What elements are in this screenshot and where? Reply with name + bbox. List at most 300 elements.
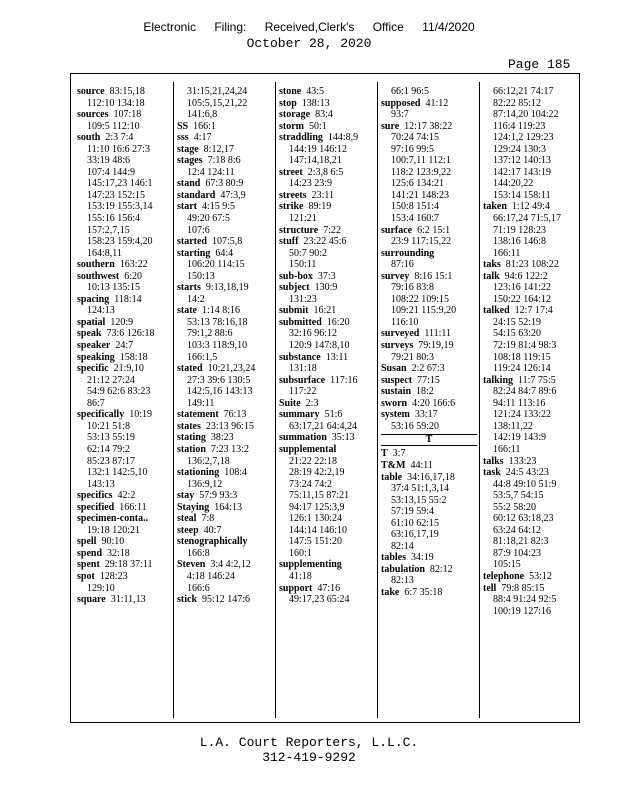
index-word: survey [381, 270, 410, 282]
index-word: specimen-conta.. [77, 513, 149, 525]
page-line-refs: 50:1 [309, 120, 327, 132]
index-word: structure [279, 224, 319, 236]
index-entry [279, 409, 375, 421]
page-line-refs: 12:7 17:4 [514, 305, 553, 317]
received-text: Received,Clerk's [264, 20, 355, 34]
index-word: spot [77, 570, 95, 582]
index-entry [483, 583, 579, 595]
index-word: take [381, 586, 400, 598]
index-entry [177, 467, 273, 479]
page-line-refs-continued: 11:10 16:6 27:3 [87, 143, 150, 155]
index-word: talk [483, 270, 500, 282]
page-line-refs-continued: 82:24 84:7 89:6 [493, 386, 557, 398]
page-line-refs-continued: 150:8 151:4 [391, 201, 440, 213]
index-entry [279, 398, 375, 410]
page-line-refs-continued: 31:15,21,24,24 [187, 86, 248, 97]
index-word: spacing [77, 293, 110, 305]
index-word: strike [279, 201, 304, 213]
page-line-refs-continued: 123:16 141:22 [493, 282, 552, 294]
index-word: stages [177, 155, 203, 167]
page-line-refs: 89:19 [308, 201, 332, 213]
page-line-refs: 1:12 49:4 [511, 201, 550, 213]
index-entry [177, 121, 273, 133]
page-line-refs: 3:7 [392, 448, 406, 460]
page-line-refs-continued: 94:11 113:16 [493, 397, 546, 409]
page-line-refs-continued: 145:17,23 146:1 [87, 178, 153, 190]
page-line-refs: 31:11,13 [110, 594, 146, 606]
index-word: steal [177, 513, 197, 525]
index-word: supplemental [279, 443, 337, 455]
index-word: storage [279, 109, 311, 121]
index-entry [279, 559, 375, 571]
index-word: stage [177, 143, 199, 155]
index-entry [77, 409, 173, 421]
index-word: subsurface [279, 374, 326, 386]
index-entry [381, 121, 477, 133]
index-entry [381, 271, 477, 283]
index-word: specifically [77, 409, 125, 421]
page-line-refs-continued: 61:10 62:15 [391, 517, 440, 529]
index-entry [77, 363, 173, 375]
page-line-refs: 83:15,18 [109, 86, 145, 97]
page-line-refs-continued: 116:4 119:23 [493, 120, 546, 132]
index-word: summation [279, 432, 327, 444]
page-line-refs: 158:18 [119, 351, 148, 363]
page-line-refs-continued: 27:3 39:6 130:5 [187, 374, 251, 386]
index-column-1 [77, 86, 173, 720]
index-word: stationing [177, 467, 220, 479]
index-column-5 [483, 86, 579, 720]
page-line-refs-continued: 10:21 51:8 [87, 420, 131, 432]
index-entry [381, 552, 477, 564]
index-word: sworn [381, 397, 408, 409]
index-frame [70, 73, 580, 723]
index-word: T&M [381, 459, 406, 471]
page-line-refs-continued: 12:4 124:11 [187, 166, 235, 178]
page-line-refs-continued: 60:12 63:18,23 [493, 513, 554, 525]
index-word: tables [381, 552, 406, 564]
column-divider [377, 82, 378, 718]
page-line-refs: 9:13,18,19 [205, 282, 249, 294]
index-column-4 [381, 86, 477, 720]
index-entry [177, 444, 273, 456]
index-word: support [279, 582, 313, 594]
page-line-refs: 108:4 [224, 467, 248, 479]
index-entry [177, 305, 273, 317]
page-line-refs-continued: 136:9,12 [187, 478, 223, 490]
page-line-refs: 144:8,9 [327, 132, 359, 144]
index-entry [177, 363, 273, 375]
index-entry [381, 386, 477, 398]
index-word: talked [483, 305, 510, 317]
index-entry [77, 502, 173, 514]
page-line-refs: 111:11 [424, 328, 452, 340]
index-entry [279, 190, 375, 202]
page-line-refs-continued: 82:22 85:12 [493, 97, 542, 109]
page-line-refs: 40:7 [203, 524, 222, 536]
index-word: T [381, 448, 388, 460]
page-line-refs-continued: 149:11 [187, 397, 215, 409]
page-line-refs: 79:19,19 [418, 340, 454, 352]
index-word: taken [483, 201, 507, 213]
page-line-refs-continued: 132:1 142:5,10 [87, 467, 148, 479]
page-line-refs-continued: 108:18 119:15 [493, 351, 551, 363]
page-line-refs: 44:11 [410, 459, 433, 471]
index-entry [381, 340, 477, 352]
index-word: streets [279, 189, 307, 201]
index-entry [177, 201, 273, 213]
index-entry [279, 271, 375, 283]
index-word: south [77, 132, 101, 144]
index-word: sustain [381, 386, 412, 398]
page-line-refs-continued: 82:13 [391, 575, 414, 587]
page-line-refs: 166:1 [193, 120, 216, 132]
index-entry [77, 271, 173, 283]
index-word: table [381, 471, 403, 483]
page-line-refs: 2:3,8 6:5 [307, 166, 344, 178]
page-line-refs-continued: 66:12,21 74:17 [493, 86, 554, 97]
page-line-refs-continued: 53:13 78:16,18 [187, 316, 248, 328]
page-line-refs-continued: 143:13 [87, 478, 115, 490]
index-word: stick [177, 594, 197, 606]
index-entry [381, 472, 477, 484]
page-line-refs-continued: 88:4 91:24 92:5 [493, 594, 557, 606]
page-line-refs-continued: 142:5,16 143:13 [187, 386, 253, 398]
page-line-refs-continued: 21:22 22:18 [289, 455, 338, 467]
index-entry [77, 340, 173, 352]
index-entry [177, 559, 273, 571]
index-entry [77, 536, 173, 548]
page-line-refs-continued: 53:16 59:20 [391, 420, 440, 432]
page-line-refs-continued: 129:24 130:3 [493, 143, 547, 155]
index-word: summary [279, 409, 320, 421]
index-entry [77, 571, 173, 583]
index-word: stay [177, 490, 195, 502]
page-line-refs: 2:3 [305, 397, 319, 409]
page-line-refs-continued: 14:2 [187, 293, 205, 305]
index-word: spell [77, 536, 97, 548]
index-entry [177, 248, 273, 260]
page-line-refs-continued: 32:16 96:12 [289, 328, 338, 340]
page-line-refs-continued: 105:15 [493, 559, 521, 571]
index-word: state [177, 305, 197, 317]
index-word: stenographically [177, 536, 248, 548]
index-word: system [381, 409, 410, 421]
page-line-refs-continued: 53:5,7 54:15 [493, 490, 544, 502]
page-line-refs-continued: 147:23 152:15 [87, 189, 146, 201]
page-line-refs-continued: 142:17 143:19 [493, 166, 552, 178]
page-line-refs: 10:21,23,24 [207, 363, 256, 375]
page-line-refs: 118:14 [114, 293, 142, 305]
page-line-refs-continued: 81:18,21 82:3 [493, 536, 549, 548]
page-line-refs-continued: 108:22 109:15 [391, 293, 450, 305]
page-line-refs-continued: 54:9 62:6 83:23 [87, 386, 151, 398]
page-line-refs: 10:19 [129, 409, 152, 421]
index-entry [381, 398, 477, 410]
index-word: Susan [381, 363, 407, 375]
index-word: suspect [381, 374, 413, 386]
index-entry [177, 178, 273, 190]
index-entry [483, 456, 579, 468]
deposition-date: October 28, 2020 [246, 36, 372, 51]
electronic-text: Electronic [143, 20, 196, 34]
page-line-refs: 16:20 [326, 316, 350, 328]
index-entry [279, 432, 375, 444]
reporter-phone: 312-419-9292 [262, 750, 356, 765]
index-entry [77, 294, 173, 306]
page-line-refs-continued: 4:18 146:24 [187, 570, 236, 582]
page-line-refs-continued: 72:19 81:4 98:3 [493, 340, 557, 352]
page-line-refs: 2:2 67:3 [411, 363, 445, 375]
index-entry [483, 467, 579, 479]
page-line-refs-continued: 137:12 140:13 [493, 155, 552, 167]
index-entry [77, 109, 173, 121]
page-line-refs: 2:3 7:4 [105, 132, 134, 144]
index-word: Staying [177, 501, 210, 513]
page-line-refs-continued: 57:19 59:4 [391, 506, 435, 518]
index-entry [483, 201, 579, 213]
office-text: Office [372, 20, 404, 34]
index-entry [279, 225, 375, 237]
index-word: surrounding [381, 247, 435, 259]
index-word: submit [279, 305, 309, 317]
page-line-refs: 23:13 96:15 [205, 420, 254, 432]
page-line-refs: 24:5 43:23 [505, 467, 549, 479]
page-line-refs-continued: 116:10 [391, 316, 419, 328]
page-line-refs: 6:7 35:18 [404, 586, 443, 598]
page-line-refs-continued: 147:5 151:20 [289, 536, 343, 548]
index-entry [77, 548, 173, 560]
page-line-refs: 83:4 [315, 109, 333, 121]
page-line-refs: 67:3 80:9 [205, 178, 244, 190]
index-word: speaking [77, 351, 115, 363]
index-entry [279, 444, 375, 456]
index-entry [279, 282, 375, 294]
index-entry [177, 132, 273, 144]
page-line-refs: 8:12,17 [203, 143, 234, 155]
page-line-refs-continued: 109:5 112:10 [87, 120, 140, 132]
index-word: SS [177, 120, 189, 132]
index-word: telephone [483, 570, 525, 582]
index-word: spatial [77, 316, 106, 328]
index-entry [177, 502, 273, 514]
page-line-refs-continued: 79:16 83:8 [391, 282, 435, 294]
index-entry [279, 86, 375, 98]
page-line-refs-continued: 24:15 52:19 [493, 316, 542, 328]
page-line-refs-continued: 166:6 [187, 582, 210, 594]
page-line-refs-continued: 105:5,15,21,22 [187, 97, 248, 109]
page-line-refs-continued: 118:2 123:9,22 [391, 166, 452, 178]
page-line-refs-continued: 141:6,8 [187, 109, 218, 121]
page-number: Page 185 [508, 57, 571, 72]
page-line-refs: 42:2 [117, 490, 136, 502]
index-word: task [483, 467, 501, 479]
index-word: specifics [77, 490, 113, 502]
index-word: steep [177, 524, 199, 536]
page-line-refs: 16:21 [313, 305, 337, 317]
index-entry [177, 236, 273, 248]
index-entry [177, 190, 273, 202]
page-line-refs-continued: 44:8 49:10 51:9 [493, 478, 557, 490]
page-line-refs-continued: 157:2,7,15 [87, 224, 130, 236]
index-word: Suite [279, 397, 301, 409]
index-word: statement [177, 409, 219, 421]
page-line-refs-continued: 82:14 [391, 540, 414, 552]
index-word: states [177, 420, 201, 432]
index-entry [77, 559, 173, 571]
index-word: stating [177, 432, 206, 444]
index-column-2 [177, 86, 273, 720]
page-line-refs-continued: 87:16 [391, 259, 414, 271]
page-line-refs-continued: 41:18 [289, 570, 312, 582]
page-line-refs-continued: 138:11,22 [493, 420, 533, 432]
index-entry [381, 587, 477, 599]
page-line-refs-continued: 153:19 155:3,14 [87, 201, 153, 213]
page-line-refs-continued: 121:24 133:22 [493, 409, 552, 421]
filing-text: Filing: [214, 20, 247, 34]
page-line-refs: 23:22 45:6 [303, 236, 347, 248]
reporter-company: L.A. Court Reporters, L.L.C. [199, 735, 419, 750]
page-line-refs-continued: 129:10 [87, 582, 115, 594]
page-line-refs-continued: 63:17,21 64:4,24 [289, 420, 358, 432]
index-entry [381, 225, 477, 237]
index-word: storm [279, 120, 304, 132]
index-word: straddling [279, 132, 323, 144]
index-word: surveys [381, 340, 414, 352]
page-line-refs-continued: 164:8,11 [87, 247, 122, 259]
page-line-refs-continued: 49:20 67:5 [187, 213, 231, 225]
page-line-refs-continued: 97:16 99:5 [391, 143, 435, 155]
page-line-refs-continued: 131:23 [289, 293, 317, 305]
page-line-refs-continued: 28:19 42:2,19 [289, 467, 345, 479]
page-line-refs: 7:8 [201, 513, 215, 525]
index-word: stop [279, 97, 297, 109]
index-entry [279, 121, 375, 133]
page-line-refs-continued: 144:19 146:12 [289, 143, 348, 155]
page-line-refs-continued: 138:16 146:8 [493, 236, 547, 248]
page-line-refs-continued: 150:11 [289, 259, 317, 271]
index-word: started [177, 236, 207, 248]
page-line-refs-continued: 160:1 [289, 547, 312, 559]
page-line-refs: 4:20 166:6 [412, 397, 456, 409]
page-line-refs: 117:16 [330, 374, 358, 386]
page-line-refs-continued: 14:23 23:9 [289, 178, 333, 190]
index-word: sure [381, 120, 400, 132]
index-entry [279, 109, 375, 121]
page-line-refs-continued: 66:17,24 71:5,17 [493, 213, 562, 225]
index-word: starting [177, 247, 211, 259]
page-line-refs-continued: 106:20 114:15 [187, 259, 245, 271]
index-word: stand [177, 178, 201, 190]
page-line-refs-continued: 150:13 [187, 270, 215, 282]
index-word: source [77, 86, 105, 97]
index-word: tell [483, 582, 497, 594]
page-line-refs-continued: 73:24 74:2 [289, 478, 333, 490]
page-line-refs-continued: 166:11 [493, 247, 521, 259]
index-word: Steven [177, 559, 206, 571]
index-entry [381, 98, 477, 110]
index-word: speak [77, 328, 102, 340]
page-line-refs-continued: 54:15 63:20 [493, 328, 542, 340]
page-line-refs-continued: 79:1,2 88:6 [187, 328, 233, 340]
index-word: surface [381, 224, 413, 236]
page-line-refs-continued: 55:2 58:20 [493, 501, 537, 513]
page-line-refs-continued: 166:8 [187, 547, 210, 559]
index-entry [177, 421, 273, 433]
page-line-refs-continued: 141:21 148:23 [391, 189, 450, 201]
filing-stamp-line [0, 20, 618, 34]
index-entry [177, 144, 273, 156]
page-line-refs: 3:4 4:2,12 [210, 559, 251, 571]
index-entry [381, 460, 477, 472]
page-line-refs-continued: 10:13 135:15 [87, 282, 141, 294]
index-entry [483, 571, 579, 583]
page-line-refs: 6:2 15:1 [417, 224, 451, 236]
index-entry [279, 352, 375, 364]
page-line-refs-continued: 63:24 64:12 [493, 524, 542, 536]
index-word: talks [483, 455, 504, 467]
page-line-refs-continued: 153:4 160:7 [391, 213, 440, 225]
page-line-refs: 82:12 [429, 563, 453, 575]
page-line-refs-continued: 103:3 118:9,10 [187, 340, 248, 352]
page-line-refs-continued: 87:9 104:23 [493, 547, 542, 559]
index-entry [77, 513, 173, 525]
index-entry [177, 490, 273, 502]
index-entry [381, 375, 477, 387]
index-entry [381, 363, 477, 375]
index-word: spend [77, 547, 103, 559]
index-word: standard [177, 189, 216, 201]
page-line-refs: 23:11 [311, 189, 334, 201]
page-line-refs: 29:18 37:11 [104, 559, 153, 571]
page-line-refs-continued: 119:24 126:14 [493, 363, 551, 375]
page-line-refs-continued: 49:17,23 65:24 [289, 594, 350, 606]
page-line-refs-continued: 144:14 146:10 [289, 524, 348, 536]
index-word: supposed [381, 97, 421, 109]
page-line-refs-continued: 142:19 143:9 [493, 432, 547, 444]
page-line-refs: 47:3,9 [220, 189, 246, 201]
letter-heading: T [381, 434, 477, 446]
page-line-refs: 164:13 [214, 501, 243, 513]
index-entry [279, 305, 375, 317]
page-line-refs-continued: 126:1 130:24 [289, 513, 343, 525]
page-line-refs: 133:23 [508, 455, 537, 467]
page-line-refs-continued: 93:7 [391, 109, 409, 121]
page-line-refs-continued: 136:2,7,18 [187, 455, 230, 467]
index-word: station [177, 443, 206, 455]
page-line-refs: 64:4 [215, 247, 234, 259]
page-line-refs: 79:8 85:15 [501, 582, 545, 594]
index-entry [483, 271, 579, 283]
page-line-refs: 41:12 [425, 97, 449, 109]
index-word: subject [279, 282, 310, 294]
page-line-refs: 73:6 126:18 [106, 328, 155, 340]
index-entry [77, 328, 173, 340]
page-line-refs: 11:7 75:5 [518, 374, 556, 386]
index-word: submitted [279, 316, 322, 328]
page-line-refs-continued: 166:1,5 [187, 351, 218, 363]
page-line-refs: 47:16 [317, 582, 341, 594]
page-line-refs: 4:17 [193, 132, 212, 144]
page-line-refs: 13:11 [325, 351, 349, 363]
page-line-refs: 34:19 [411, 552, 434, 564]
page-line-refs-continued: 94:17 125:3,9 [289, 501, 345, 513]
index-word: speaker [77, 340, 111, 352]
page-line-refs-continued: 23:9 117:15,22 [391, 236, 452, 248]
page-line-refs: 163:22 [119, 259, 148, 271]
index-entry [279, 132, 375, 144]
page-line-refs-continued: 120:9 147:8,10 [289, 340, 350, 352]
